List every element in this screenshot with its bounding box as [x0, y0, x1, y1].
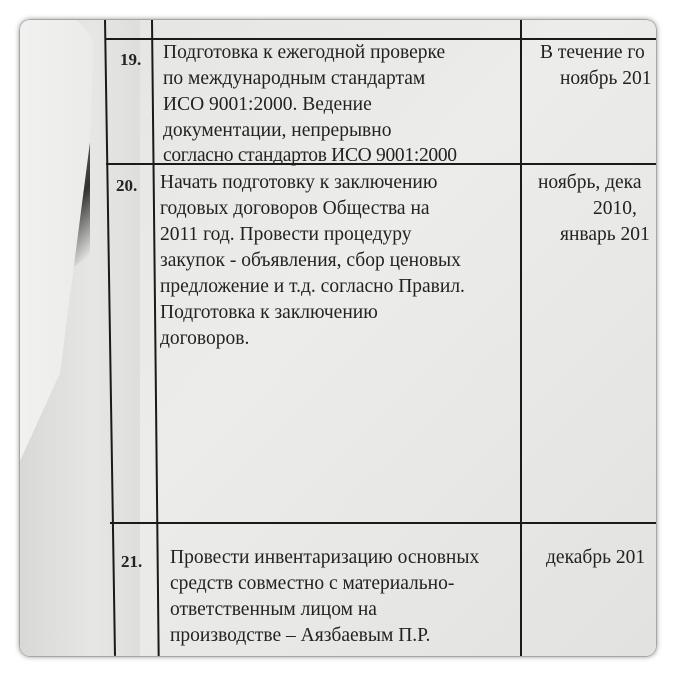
column-divider-number — [151, 20, 160, 656]
row-19-line-3: ИСО 9001:2000. Ведение — [163, 94, 372, 115]
row-21-line-1: Провести инвентаризацию основных — [170, 547, 480, 568]
photo-frame — [20, 20, 656, 656]
row-20-number: 20. — [116, 176, 138, 195]
column-divider-date — [520, 20, 522, 656]
row-20-line-7: договоров. — [160, 328, 250, 349]
row-21-line-2: средств совместно с материально- — [170, 573, 455, 594]
row-19-line-1: Подготовка к ежегодной проверке — [163, 42, 446, 63]
row-20-line-3: 2011 год. Провести процедуру — [160, 224, 412, 245]
row-19-line-2: по международным стандартам — [163, 68, 426, 89]
row-divider-20-21 — [110, 522, 656, 524]
row-20-line-4: закупок - объявления, сбор ценовых — [160, 250, 461, 271]
row-19-number: 19. — [120, 50, 142, 69]
row-20-line-6: Подготовка к заключению — [160, 302, 378, 323]
row-21-date-1: декабрь 201 — [546, 547, 646, 568]
row-20-date-2: 2010, — [593, 198, 637, 219]
row-21-line-4: производстве – Аязбаевым П.Р. — [170, 625, 431, 646]
row-19-line-4: документации, непрерывно — [163, 120, 392, 141]
row-20-date-3: январь 201 — [560, 224, 650, 245]
row-20-line-2: годовых договоров Общества на — [160, 198, 430, 219]
row-21-line-3: ответственным лицом на — [170, 599, 377, 620]
row-20-date-1: ноябрь, дека — [538, 172, 642, 193]
row-20-line-1: Начать подготовку к заключению — [160, 172, 438, 193]
row-21-number: 21. — [121, 552, 143, 571]
row-19-line-5: согласно стандартов ИСО 9001:2000 — [163, 145, 457, 166]
row-19-date-2: ноябрь 201 — [560, 68, 652, 89]
row-19-date-1: В течение го — [540, 42, 645, 63]
row-20-line-5: предложение и т.д. согласно Правил. — [160, 276, 465, 297]
